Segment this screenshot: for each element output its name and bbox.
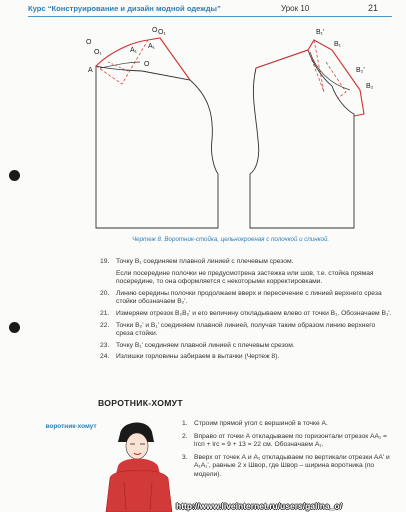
label-o-2: O [152,27,158,34]
step-text: Если посередине полочки не предусмотрена застежка или шов, т.е. стойка прямая посередине, то она оформляется с некоторыми корректировками. [116,269,374,286]
side-label: воротник-хомут [45,423,97,430]
header-rule [28,16,392,17]
label-a1: A₁ [130,47,138,54]
list-item [100,353,392,362]
list-item [100,258,392,267]
watermark: http://www.liveinternet.ru/users/galina_o/ [176,501,342,511]
list-item [100,342,392,351]
step-text: Точку В₁' соединяем плавной линией с плечевым срезом. [116,341,295,349]
step-text: Точку В₁ соединяем плавной линией с плечевым срезом. [116,258,294,265]
step-number: 24. [100,353,110,361]
punch-hole-bottom [9,322,20,333]
list-item [100,310,392,319]
step-text: Излишки горловины забираем в вытачки (Чертеж 8). [116,353,280,361]
front-labels [316,29,374,90]
section-title: ВОРОТНИК-ХОМУТ [98,398,183,408]
step-text: Линию середины полочки продолжаем вверх и пересечение с линией верхнего среза стойки обозначаем В₂'. [116,289,382,306]
label-b2: B₂ [366,83,374,90]
step-number: 3. [182,453,188,461]
pattern-drawing [60,22,380,234]
lesson-number: Урок 10 [281,4,310,13]
label-a1-2: A₁ [148,43,156,50]
label-o1-2: O₁ [158,29,166,36]
page-number: 21 [368,3,379,13]
collar-instruction-list [182,420,394,484]
list-item [100,322,392,339]
instruction-list [100,258,392,365]
back-pattern [96,38,218,228]
step-text: Вверх от точек А и А₁ откладываем по вертикали отрезки АА' и А₁А₁', равные 2 х Швор, где Швор – ширина воротника (по модели). [194,453,390,478]
label-o-3: O [144,61,150,68]
label-a: A [88,67,93,74]
front-pattern [250,40,364,228]
list-item [100,290,392,307]
list-item [182,454,394,480]
step-number: 1. [182,420,188,427]
fashion-illustration [100,416,178,512]
step-number: 22. [100,321,110,329]
back-labels [86,27,166,74]
step-number: 23. [100,341,110,349]
page-header [28,2,398,16]
step-text: Строим прямой угол с вершиной в точке А. [194,420,328,427]
step-text: Измеряем отрезок В₂В₂' и его величину откладываем влево от точки В₁. Обозначаем В₁'. [116,309,392,317]
step-text: Вправо от точки А откладываем по горизонтали отрезок АА₁ = lгсп + lгс = 9 + 13 = 22 см. Обозначаем А₁. [194,432,387,449]
course-title: Курс “Конструирование и дизайн модной одежды” [28,4,221,13]
punch-hole-top [9,170,20,181]
figure-caption: Чертеж 8. Воротник-стойка, цельнокроеная с полочкой и спинкой. [132,236,330,243]
step-number: 2. [182,432,188,440]
step-number: 19. [100,258,110,265]
step-number: 20. [100,289,110,297]
list-item [182,420,394,429]
label-o1: O₁ [94,49,102,56]
step-number: 21. [100,309,110,317]
list-item [182,433,394,450]
label-o: O [86,39,92,46]
list-item [100,270,392,287]
label-b1: B₁ [334,41,342,48]
step-text: Точки В₂' и В₁' соединяем плавной линией, получая таким образом линию верхнего среза стойки. [116,321,376,338]
label-b2-prime: B₂' [356,67,365,74]
label-b1-prime: B₁' [316,29,325,36]
